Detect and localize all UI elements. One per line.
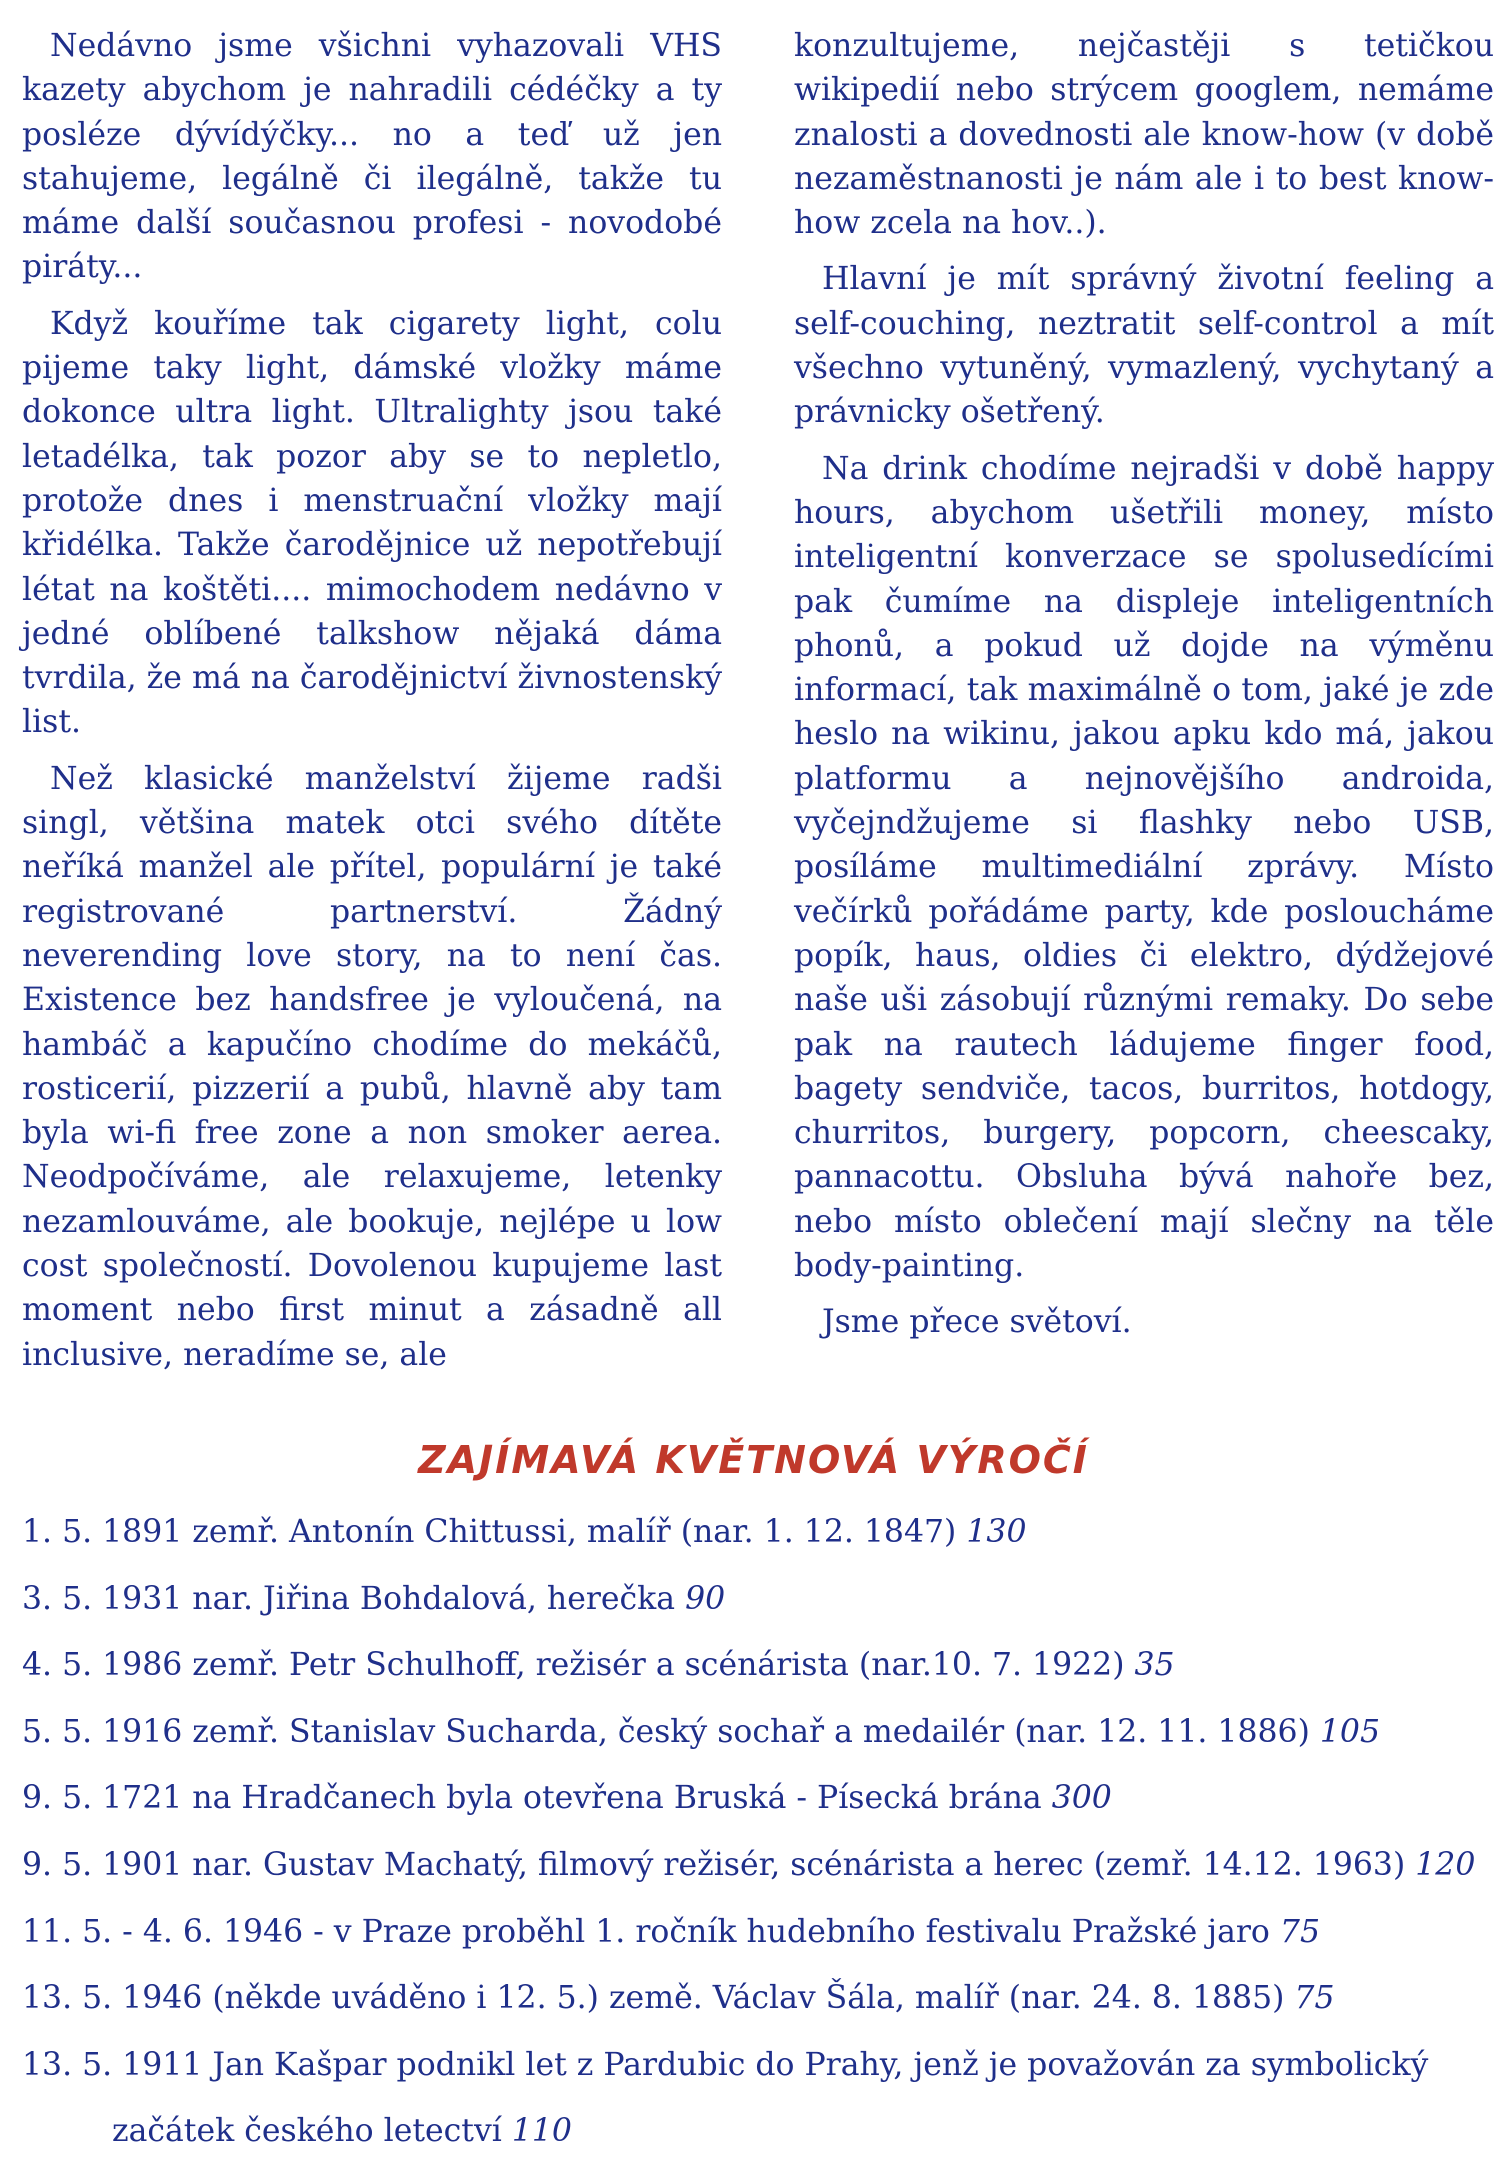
anniversary-item xyxy=(22,1910,1492,1954)
anniversary-item xyxy=(22,1577,1492,1621)
anniversary-text: 13. 5. 1946 (někde uváděno i 12. 5.) země. Václav Šála, malíř (nar. 24. 8. 1885) xyxy=(22,1980,1285,2017)
anniversary-years: 130 xyxy=(966,1514,1027,1550)
anniversary-text: 9. 5. 1901 nar. Gustav Machatý, filmový režisér, scénárista a herec (zemř. 14.12. 1963) xyxy=(22,1846,1406,1883)
anniversary-years: 300 xyxy=(1051,1780,1112,1817)
paragraph-svetovi: Jsme přece světoví. xyxy=(822,1304,1132,1341)
anniversary-text-cont: začátek českého letectví xyxy=(112,2112,502,2149)
paragraph-drink: Na drink chodíme nejradši v době happy hours, abychom ušetřili money, místo inteligentní konverzace se spolusedícími pak čumíme na displeje inteligentních phonů, a pokud už dojde na výměnu informací, tak maximálně o tom, jaké je zde heslo na wikinu, jakou apku kdo má, jakou platformu a nejnovějšího androida, vyčejndžujeme si flashky nebo USB, posíláme multimediální zprávy. Místo večírků pořádáme party, kde posloucháme popík, haus, oldies či elektro, dýdžejové naše uši zásobují různými remaky. Do sebe pak na rautech ládujeme finger food, bagety sendviče, tacos, burritos, hotdogy, churritos, burgery, popcorn, cheescaky, pannacottu. Obsluha bývá nahoře bez, nebo místo oblečení mají slečny na těle body-painting. xyxy=(794,450,1494,1285)
anniversary-years: 120 xyxy=(1415,1846,1476,1883)
anniversary-item xyxy=(22,1976,1492,2020)
article-columns xyxy=(22,24,1494,1389)
paragraph-konzultujeme: konzultujeme, nejčastěji s tetičkou wikipedií nebo strýcem googlem, nemáme znalosti a dovednosti ale know-how (v době nezaměstnanosti je nám ale i to best know-how zcela na hov..). xyxy=(794,28,1494,242)
paragraph-singl: Než klasické manželství žijeme radši singl, většina matek otci svého dítěte neříká manžel ale přítel, populární je také registrované partnerství. Žádný neverending love story, na to není čas. Existence bez handsfree je vyloučená, na hambáč a kapučíno chodíme do mekáčů, rosticerií, pizzerií a pubů, hlavně aby tam byla wi-fi free zone a non smoker aerea. Neodpočíváme, ale relaxujeme, letenky nezamlouváme, ale bookuje, nejlépe u low cost společností. Dovolenou kupujeme last moment nebo first minut a zásadně all inclusive, neradíme se, ale xyxy=(22,760,722,1373)
article-left-column xyxy=(22,24,722,1389)
anniversary-item xyxy=(22,1643,1492,1687)
anniversary-years: 110 xyxy=(511,2112,572,2149)
anniversary-years: 105 xyxy=(1319,1713,1381,1750)
anniversary-item xyxy=(22,2043,1492,2153)
anniversary-years: 90 xyxy=(685,1580,726,1617)
anniversaries-heading: ZAJÍMAVÁ KVĚTNOVÁ VÝROČÍ xyxy=(418,1438,1089,1482)
anniversary-text: 13. 5. 1911 Jan Kašpar podnikl let z Pardubic do Prahy, jenž je považován za symbolický xyxy=(22,2046,1429,2083)
paragraph-light: Když kouříme tak cigarety light, colu pijeme taky light, dámské vložky máme dokonce ultra light. Ultralighty jsou také letadélka, tak pozor aby se to nepletlo, protože dnes i menstruační vložky mají křidélka. Takže čarodějnice už nepotřebují létat na koštěti.... mimochodem nedávno v jedné oblíbené talkshow nějaká dáma tvrdila, že má na čarodějnictví živnostenský list. xyxy=(22,305,722,741)
anniversary-item xyxy=(22,1710,1492,1754)
anniversary-text: 3. 5. 1931 nar. Jiřina Bohdalová, herečka xyxy=(22,1580,676,1617)
anniversary-item xyxy=(22,1776,1492,1820)
anniversary-years: 75 xyxy=(1279,1913,1320,1950)
anniversary-item xyxy=(22,1510,1492,1554)
anniversary-text: 9. 5. 1721 na Hradčanech byla otevřena Bruská - Písecká brána xyxy=(22,1780,1042,1817)
paragraph-vhs: Nedávno jsme všichni vyhazovali VHS kazety abychom je nahradili cédéčky a ty posléze dývídýčky... no a teď už jen stahujeme, legálně či ilegálně, takže tu máme další současnou profesi - novodobé piráty... xyxy=(22,28,722,286)
anniversary-years: 35 xyxy=(1134,1647,1175,1684)
anniversary-text: 4. 5. 1986 zemř. Petr Schulhoff, režisér a scénárista (nar.10. 7. 1922) xyxy=(22,1647,1125,1684)
anniversary-years: 75 xyxy=(1294,1980,1335,2017)
anniversary-continuation xyxy=(22,2109,1492,2153)
anniversaries-list xyxy=(22,1510,1492,2175)
anniversary-text: 5. 5. 1916 zemř. Stanislav Sucharda, český sochař a medailér (nar. 12. 11. 1886) xyxy=(22,1713,1310,1750)
article-right-column xyxy=(794,24,1494,1389)
paragraph-feeling: Hlavní je mít správný životní feeling a self-couching, neztratit self-control a mít všechno vytuněný, vymazlený, vychytaný a právnicky ošetřený. xyxy=(794,261,1494,431)
anniversary-text: 11. 5. - 4. 6. 1946 - v Praze proběhl 1. ročník hudebního festivalu Pražské jaro xyxy=(22,1913,1270,1950)
anniversary-item xyxy=(22,1843,1492,1887)
anniversary-text: 1. 5. 1891 zemř. Antonín Chittussi, malíř (nar. 1. 12. 1847) xyxy=(22,1514,957,1550)
